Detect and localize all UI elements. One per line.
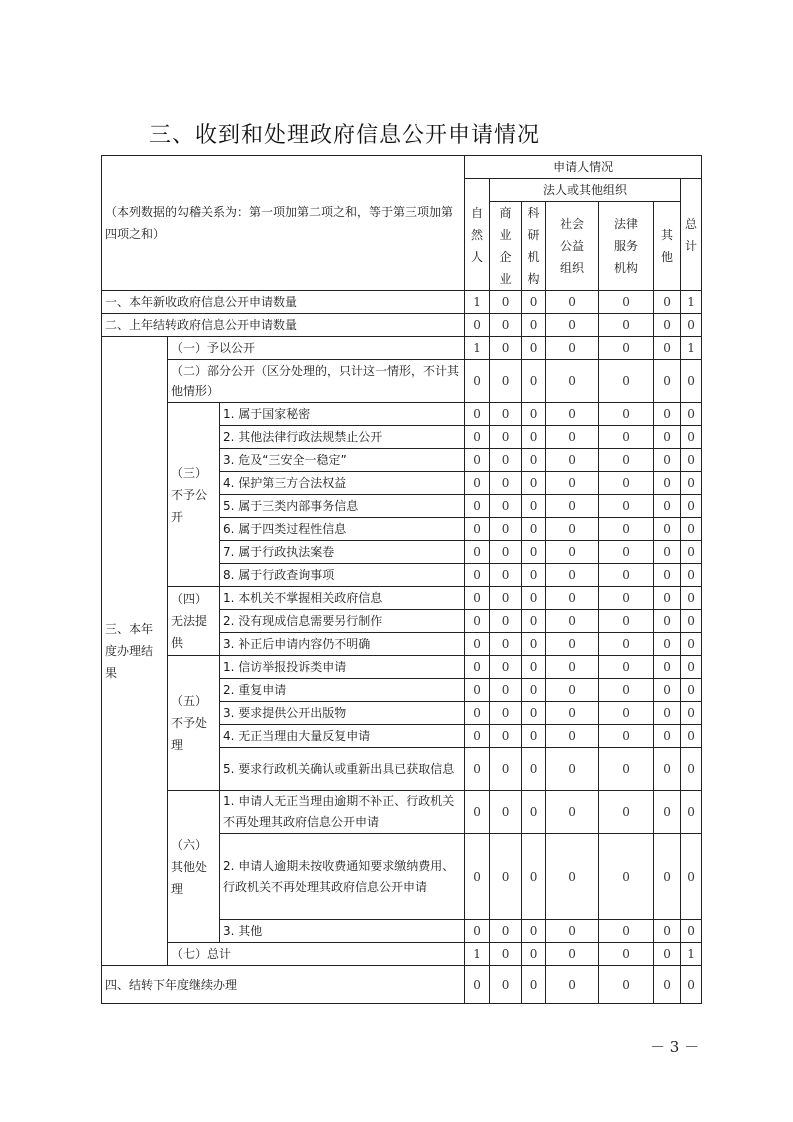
col-research [522,202,546,291]
row-label: （二）部分公开（区分处理的，只计这一情形，不计其他情形） [168,360,465,403]
value-cell: 0 [490,291,522,314]
value-cell: 0 [546,679,599,702]
value-cell: 0 [490,920,522,943]
section-3-label: 三、本年度办理结果 [102,337,168,966]
header-text: 自然人 [471,205,484,264]
value-cell: 0 [546,472,599,495]
row-label: 二、上年结转政府信息公开申请数量 [102,314,465,337]
value-cell: 0 [599,587,654,610]
value-cell: 0 [599,633,654,656]
value-cell: 0 [522,426,546,449]
value-cell: 0 [522,656,546,679]
value-cell: 0 [546,920,599,943]
value-cell: 0 [599,564,654,587]
row-label: 3. 其他 [220,920,465,943]
value-cell: 0 [654,920,681,943]
value-cell: 0 [522,610,546,633]
value-cell: 0 [681,725,702,748]
value-cell: 0 [546,748,599,791]
value-cell: 0 [599,920,654,943]
value-cell: 0 [654,518,681,541]
value-cell: 0 [681,314,702,337]
value-cell: 0 [654,834,681,920]
value-cell: 0 [465,587,490,610]
value-cell: 0 [546,449,599,472]
value-cell: 0 [546,943,599,966]
table-row [102,314,702,337]
group-label: （六）其他处理 [168,791,220,943]
value-cell: 0 [654,541,681,564]
value-cell: 0 [465,541,490,564]
value-cell: 0 [465,314,490,337]
row-label: 3. 危及“三安全一稳定” [220,449,465,472]
value-cell: 0 [522,495,546,518]
table-row [102,966,702,1004]
value-cell: 0 [599,291,654,314]
value-cell: 0 [681,449,702,472]
value-cell: 0 [599,541,654,564]
value-cell: 0 [490,337,522,360]
value-cell: 0 [522,587,546,610]
value-cell: 0 [681,541,702,564]
value-cell: 0 [599,656,654,679]
value-cell: 0 [490,610,522,633]
table-row [102,656,702,679]
row-label: 5. 属于三类内部事务信息 [220,495,465,518]
value-cell: 0 [490,943,522,966]
value-cell: 0 [490,791,522,834]
header-text: 法律服务机构 [614,217,639,275]
value-cell: 0 [681,791,702,834]
value-cell: 0 [465,403,490,426]
application-stats-table [101,155,702,1004]
value-cell: 0 [681,920,702,943]
value-cell: 0 [681,495,702,518]
value-cell: 0 [599,337,654,360]
value-cell: 0 [522,314,546,337]
value-cell: 0 [654,337,681,360]
table-row [102,403,702,426]
value-cell: 0 [546,426,599,449]
value-cell: 0 [599,679,654,702]
header-text: 社会公益组织 [560,217,585,275]
table-row [102,291,702,314]
value-cell: 0 [522,449,546,472]
row-label: （七）总计 [168,943,465,966]
value-cell: 0 [490,656,522,679]
row-label: 7. 属于行政执法案卷 [220,541,465,564]
value-cell: 0 [681,679,702,702]
value-cell: 0 [654,943,681,966]
value-cell: 0 [681,834,702,920]
value-cell: 0 [654,291,681,314]
value-cell: 0 [522,360,546,403]
col-business [490,202,522,291]
value-cell: 0 [654,314,681,337]
value-cell: 0 [654,495,681,518]
value-cell: 0 [681,564,702,587]
value-cell: 0 [490,748,522,791]
row-label: 3. 要求提供公开出版物 [220,702,465,725]
value-cell: 0 [599,610,654,633]
value-cell: 0 [654,966,681,1004]
col-other [654,202,681,291]
row-label: 5. 要求行政机关确认或重新出具已获取信息 [220,748,465,791]
group-label: （四）无法提供 [168,587,220,656]
value-cell: 0 [681,472,702,495]
value-cell: 0 [599,834,654,920]
value-cell: 0 [654,656,681,679]
value-cell: 0 [546,656,599,679]
value-cell: 0 [681,518,702,541]
row-label: 1. 属于国家秘密 [220,403,465,426]
value-cell: 0 [546,610,599,633]
value-cell: 0 [490,314,522,337]
value-cell: 0 [546,834,599,920]
value-cell: 0 [546,291,599,314]
value-cell: 0 [546,702,599,725]
value-cell: 0 [522,943,546,966]
section-title: 三、收到和处理政府信息公开申请情况 [149,123,541,148]
value-cell: 0 [681,966,702,1004]
value-cell: 0 [599,472,654,495]
value-cell: 0 [465,518,490,541]
value-cell: 0 [654,426,681,449]
value-cell: 0 [546,564,599,587]
page-number: － 3 － [650,1038,700,1056]
header-text: 其他 [661,228,674,264]
value-cell: 0 [522,966,546,1004]
value-cell: 0 [522,518,546,541]
row-label: 一、本年新收政府信息公开申请数量 [102,291,465,314]
value-cell: 0 [599,449,654,472]
value-cell: 0 [654,449,681,472]
table-row [102,791,702,834]
value-cell: 0 [465,472,490,495]
value-cell: 0 [490,679,522,702]
value-cell: 0 [465,834,490,920]
value-cell: 0 [546,360,599,403]
value-cell: 0 [546,791,599,834]
value-cell: 0 [681,403,702,426]
table-row [102,360,702,403]
col-legal-service [599,202,654,291]
value-cell: 0 [522,541,546,564]
header-note: （本列数据的勾稽关系为：第一项加第二项之和，等于第三项加第四项之和） [102,156,465,291]
value-cell: 0 [490,449,522,472]
value-cell: 0 [546,966,599,1004]
value-cell: 0 [599,403,654,426]
legal-entities-header: 法人或其他组织 [490,179,681,202]
value-cell: 0 [522,472,546,495]
value-cell: 0 [599,426,654,449]
value-cell: 0 [522,920,546,943]
value-cell: 0 [546,587,599,610]
row-label: （一）予以公开 [168,337,465,360]
row-label: 4. 无正当理由大量反复申请 [220,725,465,748]
row-label: 6. 属于四类过程性信息 [220,518,465,541]
value-cell: 0 [599,748,654,791]
group-label: （三）不予公开 [168,403,220,587]
value-cell: 0 [546,403,599,426]
value-cell: 0 [522,702,546,725]
value-cell: 0 [522,679,546,702]
header-text: 总计 [685,216,698,253]
value-cell: 0 [546,337,599,360]
table-row [102,587,702,610]
value-cell: 0 [654,633,681,656]
value-cell: 0 [654,791,681,834]
row-label: 1. 申请人无正当理由逾期不补正、行政机关不再处理其政府信息公开申请 [220,791,465,834]
value-cell: 0 [654,360,681,403]
value-cell: 0 [465,702,490,725]
value-cell: 0 [654,748,681,791]
value-cell: 1 [681,943,702,966]
value-cell: 0 [490,495,522,518]
value-cell: 0 [490,541,522,564]
value-cell: 0 [599,702,654,725]
value-cell: 0 [654,403,681,426]
value-cell: 0 [522,834,546,920]
value-cell: 0 [681,656,702,679]
value-cell: 0 [681,610,702,633]
value-cell: 0 [681,748,702,791]
value-cell: 0 [465,679,490,702]
value-cell: 0 [490,426,522,449]
value-cell: 0 [490,966,522,1004]
value-cell: 0 [599,966,654,1004]
value-cell: 0 [599,360,654,403]
value-cell: 0 [490,725,522,748]
value-cell: 0 [599,518,654,541]
row-label: 1. 信访举报投诉类申请 [220,656,465,679]
row-label: 3. 补正后申请内容仍不明确 [220,633,465,656]
header-text: 商业企业 [499,206,512,286]
value-cell: 0 [546,518,599,541]
value-cell: 0 [599,725,654,748]
applicant-header: 申请人情况 [465,156,702,179]
value-cell: 1 [465,291,490,314]
row-label: 2. 其他法律行政法规禁止公开 [220,426,465,449]
table-row [102,337,702,360]
row-label: 8. 属于行政查询事项 [220,564,465,587]
value-cell: 0 [490,587,522,610]
col-natural-person [465,179,490,291]
value-cell: 0 [490,633,522,656]
value-cell: 0 [654,725,681,748]
row-label: 1. 本机关不掌握相关政府信息 [220,587,465,610]
value-cell: 0 [522,564,546,587]
value-cell: 0 [490,702,522,725]
value-cell: 0 [465,920,490,943]
value-cell: 0 [522,291,546,314]
value-cell: 0 [599,943,654,966]
value-cell: 0 [490,472,522,495]
value-cell: 0 [465,633,490,656]
value-cell: 0 [522,748,546,791]
col-total [681,179,702,291]
value-cell: 1 [681,337,702,360]
value-cell: 0 [546,314,599,337]
value-cell: 0 [681,360,702,403]
value-cell: 0 [465,748,490,791]
header-text: 科研机构 [527,206,540,286]
table-row [102,943,702,966]
row-label: 四、结转下年度继续办理 [102,966,465,1004]
value-cell: 0 [465,725,490,748]
value-cell: 0 [654,679,681,702]
value-cell: 0 [465,966,490,1004]
value-cell: 0 [522,633,546,656]
row-label: 4. 保护第三方合法权益 [220,472,465,495]
row-label: 2. 重复申请 [220,679,465,702]
value-cell: 0 [654,564,681,587]
value-cell: 0 [465,564,490,587]
value-cell: 0 [490,564,522,587]
value-cell: 0 [599,495,654,518]
value-cell: 0 [490,834,522,920]
value-cell: 0 [465,449,490,472]
value-cell: 0 [546,541,599,564]
value-cell: 0 [681,426,702,449]
value-cell: 0 [654,587,681,610]
value-cell: 0 [490,518,522,541]
value-cell: 0 [465,360,490,403]
value-cell: 0 [654,610,681,633]
value-cell: 0 [465,656,490,679]
value-cell: 0 [465,426,490,449]
row-label: 2. 没有现成信息需要另行制作 [220,610,465,633]
value-cell: 0 [522,791,546,834]
value-cell: 0 [465,791,490,834]
value-cell: 1 [465,943,490,966]
value-cell: 1 [681,291,702,314]
value-cell: 0 [490,403,522,426]
group-label: （五）不予处理 [168,656,220,791]
value-cell: 0 [465,495,490,518]
value-cell: 0 [522,403,546,426]
header-row [102,156,702,179]
row-label: 2. 申请人逾期未按收费通知要求缴纳费用、行政机关不再处理其政府信息公开申请 [220,834,465,920]
value-cell: 0 [654,702,681,725]
value-cell: 0 [681,633,702,656]
value-cell: 0 [546,633,599,656]
value-cell: 0 [546,495,599,518]
value-cell: 0 [490,360,522,403]
value-cell: 0 [654,472,681,495]
value-cell: 0 [522,337,546,360]
value-cell: 0 [599,314,654,337]
value-cell: 0 [546,725,599,748]
value-cell: 0 [681,587,702,610]
col-public-welfare [546,202,599,291]
value-cell: 0 [681,702,702,725]
value-cell: 0 [522,725,546,748]
value-cell: 0 [599,791,654,834]
value-cell: 1 [465,337,490,360]
value-cell: 0 [465,610,490,633]
